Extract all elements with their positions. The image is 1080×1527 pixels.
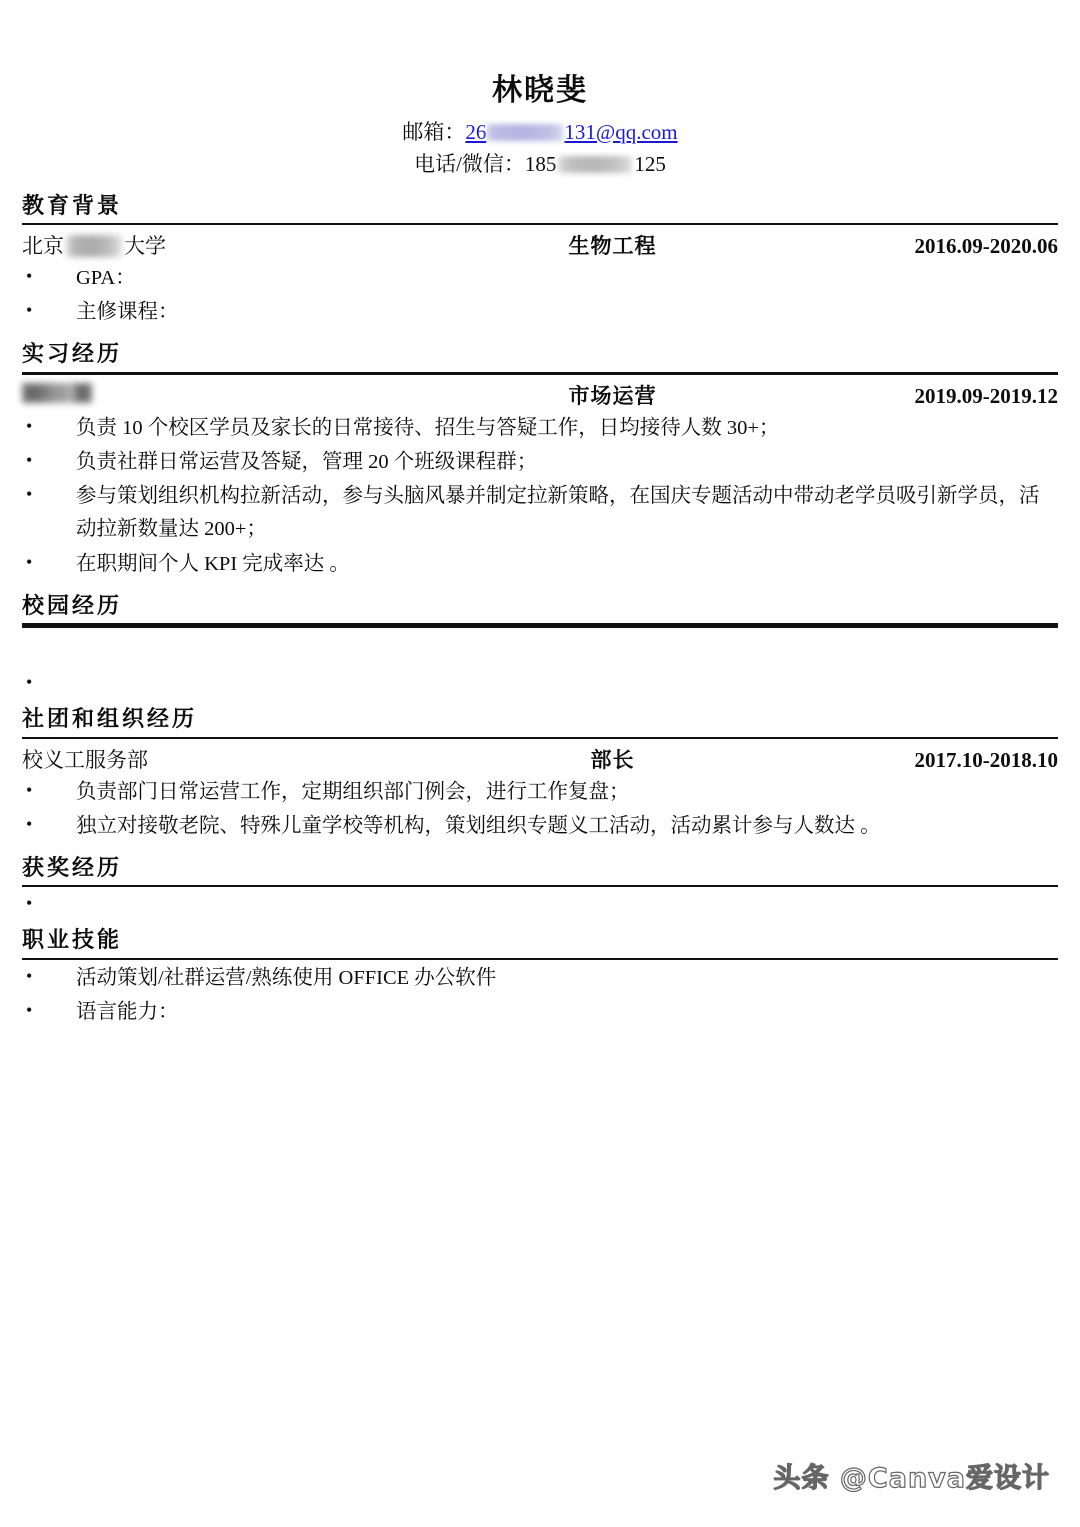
education-bullets	[22, 262, 1058, 329]
education-school-suffix: 大学	[124, 233, 166, 258]
section-rule-awards	[22, 885, 1058, 887]
section-heading-internship: 实习经历	[22, 341, 123, 367]
list-item: • 活动策划/社群运营/熟练使用 OFFICE 办公软件	[22, 962, 1058, 995]
school-redaction-blur	[66, 235, 122, 257]
list-item: • 负责 10 个校区学员及家长的日常接待、招生与答疑工作，日均接待人数 30+；	[22, 412, 1058, 445]
campus-empty-space	[22, 630, 1058, 666]
list-item: • 主修课程：	[22, 296, 1058, 329]
list-item	[22, 889, 1058, 915]
section-campus	[22, 593, 1058, 694]
clubs-date: 2017.10-2018.10	[914, 747, 1058, 772]
list-item: • 在职期间个人 KPI 完成率达 。	[22, 548, 1058, 581]
section-heading-education: 教育背景	[22, 192, 123, 218]
section-rule-internship	[22, 372, 1058, 375]
section-internship	[22, 341, 1058, 580]
section-awards	[22, 855, 1058, 915]
internship-date: 2019.09-2019.12	[914, 383, 1058, 408]
clubs-entry-row	[22, 744, 1058, 774]
phone-redaction-blur	[558, 156, 632, 173]
education-school	[22, 230, 478, 260]
email-label: 邮箱：	[402, 119, 466, 144]
internship-entry-row	[22, 380, 1058, 410]
section-rule-campus	[22, 623, 1058, 628]
clubs-position: 部长	[590, 747, 635, 772]
list-item: • 独立对接敬老院、特殊儿童学校等机构，策划组织专题义工活动，活动累计参与人数达 。	[22, 810, 1058, 843]
list-item: • 负责部门日常运营工作，定期组织部门例会，进行工作复盘；	[22, 776, 1058, 809]
section-heading-campus: 校园经历	[22, 592, 123, 618]
list-item: • 负责社群日常运营及答疑，管理 20 个班级课程群；	[22, 446, 1058, 479]
section-clubs	[22, 706, 1058, 843]
list-item: • 语言能力：	[22, 996, 1058, 1029]
page-title: 林晓斐	[492, 74, 588, 107]
contact-phone-line	[22, 148, 1058, 181]
internship-company	[22, 383, 478, 403]
contact-email-line	[22, 116, 1058, 149]
phone-suffix: 125	[634, 152, 666, 177]
email-prefix: 26	[465, 119, 487, 144]
internship-position: 市场运营	[568, 383, 657, 408]
internship-bullets	[22, 412, 1058, 581]
section-heading-clubs: 社团和组织经历	[22, 706, 198, 732]
education-date: 2016.09-2020.06	[914, 233, 1058, 258]
list-item	[22, 668, 1058, 694]
phone-label: 电话/微信：	[414, 152, 525, 177]
education-entry-row	[22, 230, 1058, 260]
list-item: • GPA：	[22, 262, 1058, 295]
section-skills	[22, 927, 1058, 1029]
email-redaction-blur	[487, 124, 563, 141]
section-heading-awards: 获奖经历	[22, 854, 123, 880]
phone-prefix: 185	[524, 152, 557, 177]
watermark: 头条 @Canva爱设计	[773, 1463, 1050, 1494]
section-rule-clubs	[22, 737, 1058, 739]
list-item: • 参与策划组织机构拉新活动，参与头脑风暴并制定拉新策略，在国庆专题活动中带动老学员吸引新学员，活动拉新数量达 200+；	[22, 480, 1058, 546]
clubs-bullets	[22, 776, 1058, 843]
section-heading-skills: 职业技能	[22, 927, 123, 953]
education-school-prefix: 北京	[22, 233, 64, 258]
campus-bullets	[22, 668, 1058, 694]
section-rule-education	[22, 223, 1058, 225]
resume-header	[22, 0, 1058, 181]
skills-bullets	[22, 962, 1058, 1029]
email-suffix: 131@qq.com	[564, 119, 678, 144]
company-redaction-blur	[22, 383, 92, 403]
clubs-organization: 校义工服务部	[22, 747, 148, 772]
awards-bullets	[22, 889, 1058, 915]
section-rule-skills	[22, 958, 1058, 960]
email-link[interactable]	[465, 120, 677, 144]
education-major: 生物工程	[568, 233, 657, 258]
section-education	[22, 193, 1058, 330]
